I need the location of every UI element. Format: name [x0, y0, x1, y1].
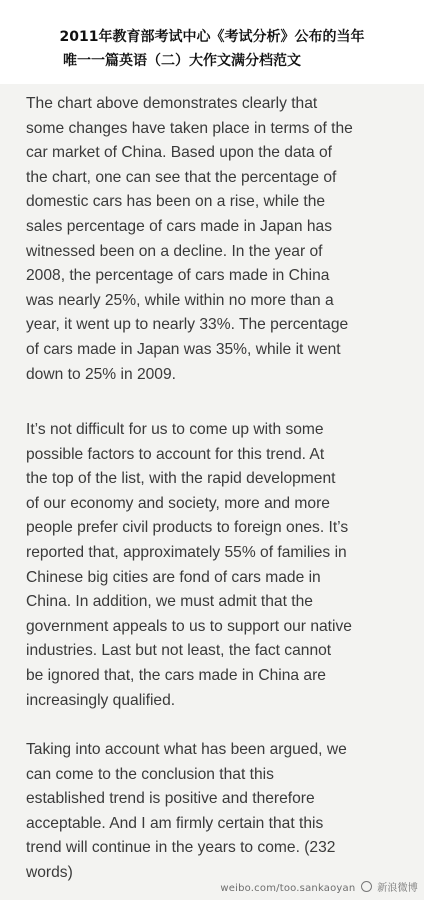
- text-line: the top of the list, with the rapid development: [26, 470, 336, 488]
- weibo-logo-icon: [361, 881, 372, 892]
- text-line: government appeals to us to support our native: [26, 617, 352, 635]
- essay-image: [0, 84, 424, 900]
- watermark-name: 新浪微博: [377, 883, 418, 894]
- text-line: possible factors to account for this trend. At: [26, 445, 325, 463]
- essay-paragraph-3: [26, 738, 406, 886]
- text-line: of cars made in Japan was 35%, while it went: [26, 340, 341, 358]
- text-line: The chart above demonstrates clearly that: [26, 95, 318, 112]
- essay-paragraph-1: [26, 92, 406, 387]
- text-line: industries. Last but not least, the fact cannot: [26, 642, 332, 660]
- text-line: the chart, one can see that the percentage of: [26, 168, 337, 186]
- text-line: reported that, approximately 55% of families in: [26, 543, 347, 561]
- watermark-site: weibo.com/too.sankaoyan: [220, 883, 356, 894]
- title-header: [0, 0, 424, 84]
- text-line: established trend is positive and therefore: [26, 790, 315, 808]
- text-line: year, it went up to nearly 33%. The percentage: [26, 316, 349, 334]
- text-line: be ignored that, the cars made in China are: [26, 666, 326, 684]
- text-line: Chinese big cities are fond of cars made in: [26, 568, 321, 586]
- text-line: some changes have taken place in terms of the: [26, 119, 353, 137]
- text-line: can come to the conclusion that this: [26, 765, 274, 783]
- text-line: trend will continue in the years to come. (232: [26, 839, 336, 857]
- text-line: people prefer civil products to foreign ones. It’s: [26, 519, 349, 537]
- weibo-watermark: [220, 879, 418, 894]
- text-line: China. In addition, we must admit that the: [26, 593, 313, 611]
- text-line: Taking into account what has been argued, we: [26, 741, 347, 758]
- text-line: down to 25% in 2009.: [26, 365, 176, 383]
- text-line: witnessed been on a decline. In the year of: [26, 242, 323, 260]
- text-line: of our economy and society, more and more: [26, 494, 330, 512]
- text-line: It’s not difficult for us to come up with some: [26, 421, 324, 438]
- text-line: car market of China. Based upon the data of: [26, 144, 332, 162]
- essay-paragraph-2: [26, 418, 406, 713]
- text-line: acceptable. And I am firmly certain that this: [26, 814, 324, 832]
- text-line: increasingly qualified.: [26, 691, 176, 709]
- text-line: words): [26, 863, 73, 881]
- text-line: domestic cars has been on a rise, while the: [26, 193, 326, 211]
- title-line-1: 2011年教育部考试中心《考试分析》公布的当年: [59, 29, 365, 45]
- text-line: sales percentage of cars made in Japan has: [26, 217, 332, 235]
- text-line: was nearly 25%, while within no more than a: [26, 291, 334, 309]
- title-line-2: 唯一一篇英语（二）大作文满分档范文: [63, 53, 301, 69]
- text-line: 2008, the percentage of cars made in China: [26, 267, 330, 285]
